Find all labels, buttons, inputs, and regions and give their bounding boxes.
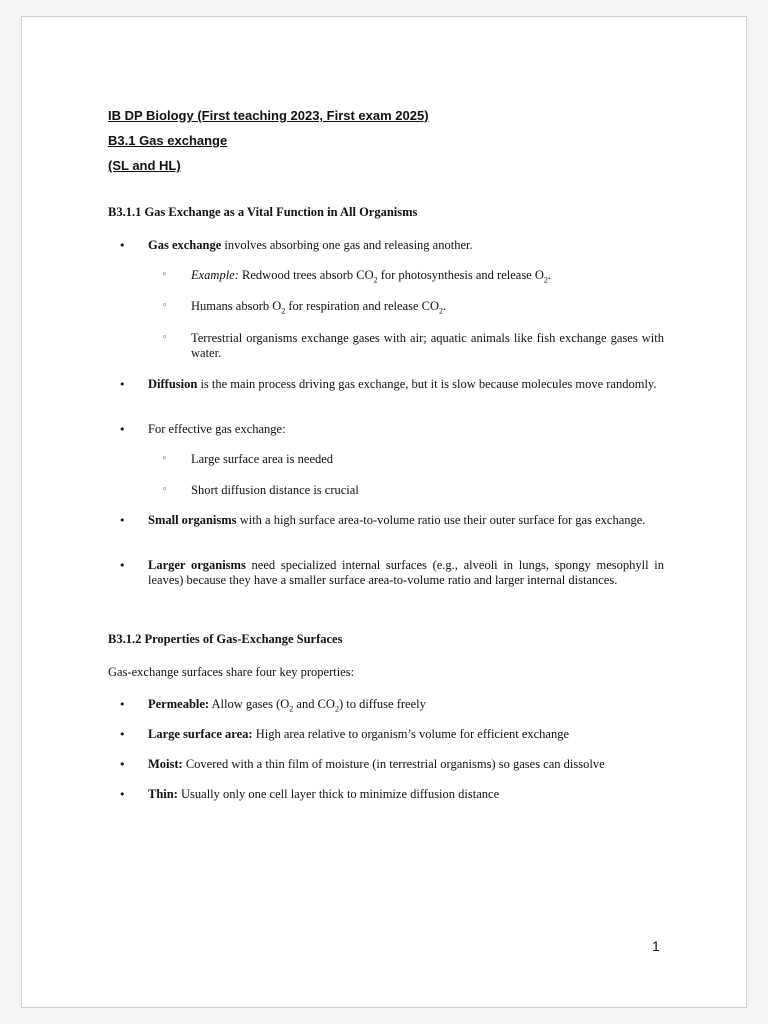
topic-title: B3.1 Gas exchange [108, 133, 228, 148]
section-heading-1: B3.1.1 Gas Exchange as a Vital Function in All Organisms [108, 205, 418, 219]
course-title: IB DP Biology (First teaching 2023, First exam 2025) [108, 108, 429, 123]
document-page: IB DP Biology (First teaching 2023, First exam 2025) B3.1 Gas exchange (SL and HL) B3.1.1 Gas Exchange as a Vital Function in All Organisms • Gas exchange involves absorbing one gas and releasing another. ◦ Example: Redwood trees absorb $CO_2$ for photosynthesis and release $O_2$. ◦ Humans absorb $O_2$ for respiration and release $CO_2$. ◦ Terrestrial organisms exchange gases with air; aquatic animals like fish exchange gases with water. • Diffusion is the main process driving gas exchange, but it is slow because molecules move randomly. • For effective gas exchange: ◦ Large surface area is needed ◦ Short diffusion distance is crucial • Small organisms with a high surface area-to-volume ratio use their outer surface for gas exchange. • Larger organisms need specialized internal surfaces (e.g., alveoli in lungs, spongy mesophyll in leaves) because they have a smaller surface area-to-volume ratio and larger internal distances. B3.1.2 Properties of Gas-Exchange Surfaces Gas-exchange surfaces share four key properties: • Permeable: Allow gases ($O_2$ and $CO_2$) to diffuse freely • Large surface area: High area relative to organism’s volume for efficient exchange • Moist: Covered with a thin film of moisture (in terrestrial organisms) so gases can dissolve • Thin: Usually only one cell layer thick to minimize diffusion distance 1 [21, 16, 747, 1008]
section-intro: Gas-exchange surfaces share four key properties: [108, 665, 355, 679]
level-label: (SL and HL) [108, 158, 181, 173]
page-number: 1 [652, 938, 660, 954]
section-heading-2: B3.1.2 Properties of Gas-Exchange Surfaces [108, 632, 343, 646]
